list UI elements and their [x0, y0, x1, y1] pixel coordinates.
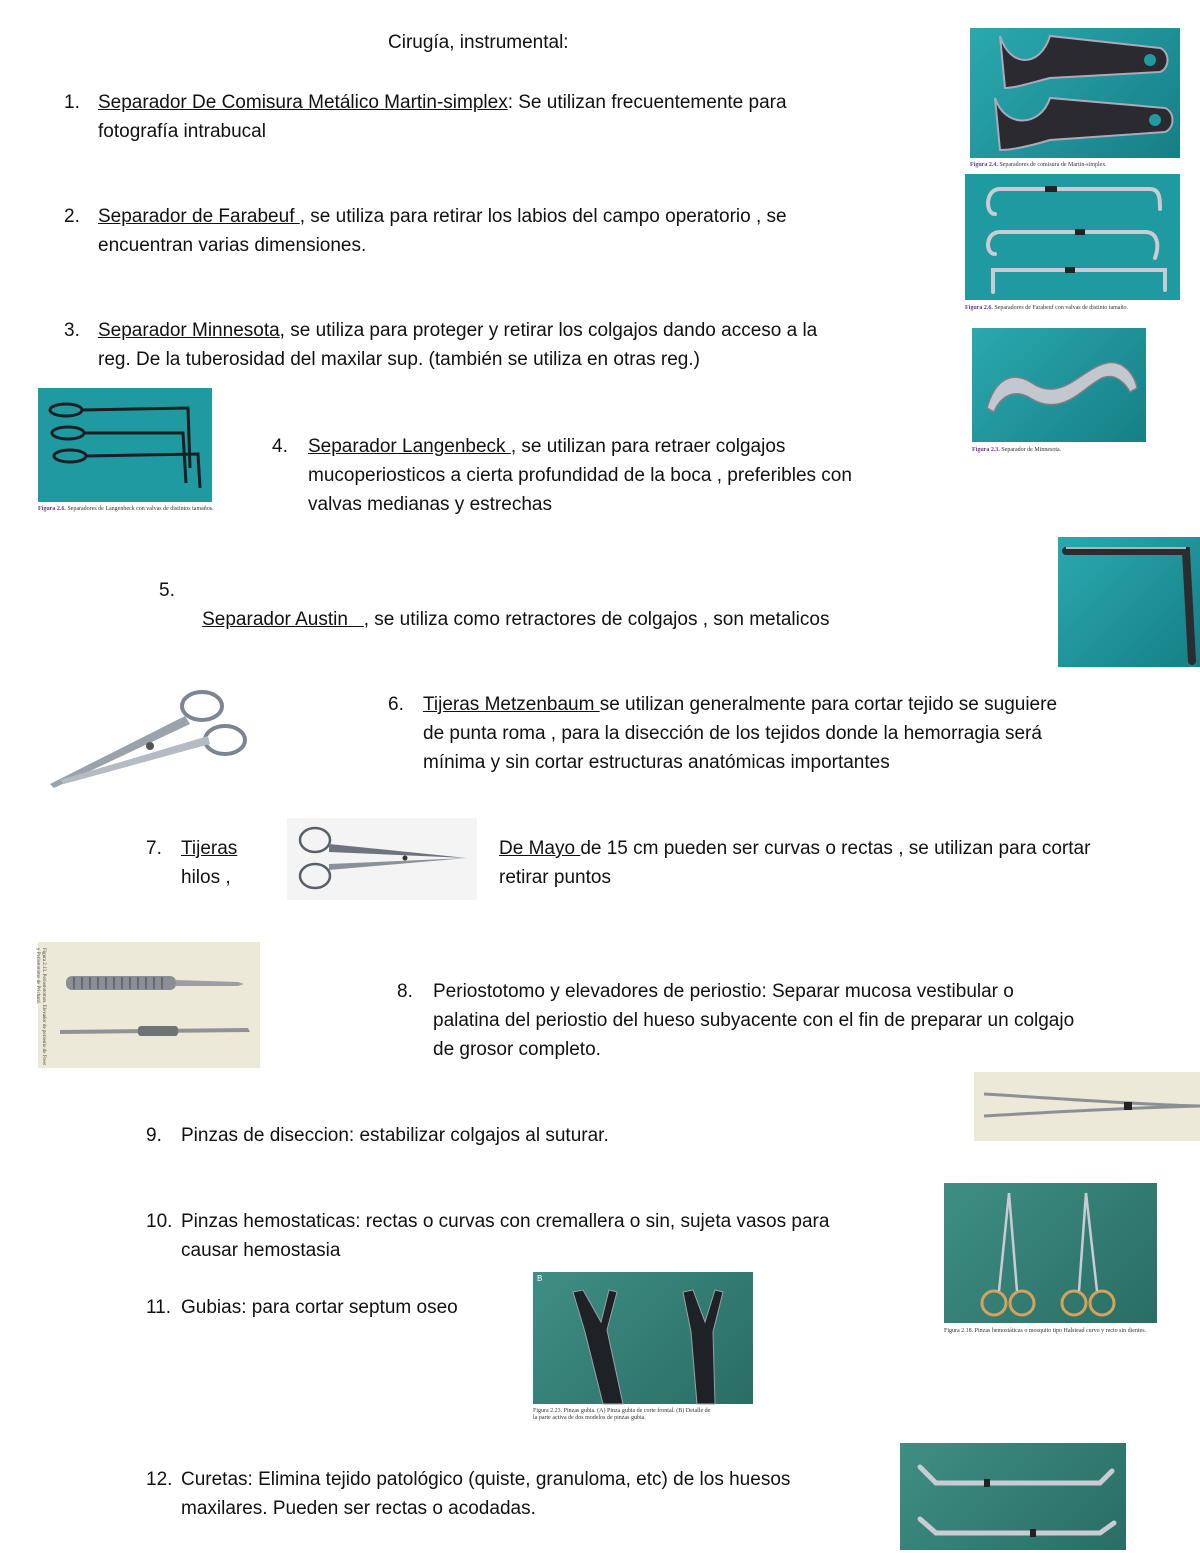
- photo-curetas: [900, 1443, 1126, 1550]
- photo-farabeuf-retractor: [965, 174, 1180, 300]
- photo-periostotomo: [35, 942, 260, 1068]
- item-text: : Se utilizan frecuentemente para: [507, 92, 787, 113]
- instrument-name: Separador de Farabeuf: [98, 206, 300, 227]
- page-title: Cirugía, instrumental:: [388, 32, 569, 53]
- caption-comisura: Figura 2.4. Separadores de comisura de Martin-simplex.: [970, 162, 1107, 168]
- photo-dissection-forceps: [974, 1072, 1200, 1141]
- item-number: 6.: [388, 694, 404, 715]
- item-number: 4.: [272, 436, 288, 457]
- item-number: 12.: [146, 1469, 173, 1490]
- photo-metzenbaum-scissors: [40, 684, 252, 794]
- item-text-line2: reg. De la tuberosidad del maxilar sup. (también se utiliza en otras reg.): [98, 349, 700, 370]
- item-text-line2: hilos ,: [181, 867, 231, 888]
- item-number: 11.: [146, 1297, 172, 1318]
- item-7: [146, 834, 296, 892]
- item-5: [159, 576, 939, 663]
- item-number: 9.: [146, 1125, 162, 1146]
- photo-austin-retractor: [1058, 537, 1200, 667]
- item-text: Pinzas de diseccion: estabilizar colgajos al suturar.: [181, 1125, 609, 1146]
- item-text: se utilizan generalmente para cortar tejido se suguiere: [599, 694, 1058, 715]
- item-text-line3: valvas medianas y estrechas: [308, 494, 552, 515]
- instrument-name: Separador Austin: [202, 609, 364, 630]
- item-text-line2: causar hemostasia: [181, 1240, 341, 1261]
- instrument-name: Tijeras: [181, 838, 238, 859]
- item-text: de 15 cm pueden ser curvas o rectas , se utilizan para cortar: [580, 838, 1091, 859]
- item-11: [146, 1293, 526, 1322]
- item-10: [146, 1207, 926, 1265]
- photo-minnesota-retractor: [972, 328, 1146, 442]
- instrument-name: De Mayo: [499, 838, 581, 859]
- item-text-line2: palatina del periostio del hueso subyacente con el fin de preparar un colgajo: [433, 1010, 1075, 1031]
- item-text-line2: maxilares. Pueden ser rectas o acodadas.: [181, 1498, 536, 1519]
- photo-langenbeck-retractor: [38, 388, 212, 502]
- instrument-name: Tijeras Metzenbaum: [423, 694, 600, 715]
- item-number: 10.: [146, 1211, 173, 1232]
- item-text: Periostotomo y elevadores de periostio: Separar mucosa vestibular o: [433, 981, 1014, 1002]
- item-text-line2: de punta roma , para la disección de los tejidos donde la hemorragia será: [423, 723, 1042, 744]
- item-number: 5.: [159, 580, 175, 601]
- photo-gubias: [533, 1272, 753, 1404]
- caption-langenbeck: Figura 2.6. Separadores de Langenbeck con valvas de distintos tamaños.: [38, 506, 214, 512]
- caption-minnesota: Figura 2.3. Separador de Minnesota.: [972, 447, 1062, 453]
- item-2: [64, 202, 924, 260]
- instrument-name: Separador Minnesota: [98, 320, 280, 341]
- item-text: , se utilizan para retraer colgajos: [510, 436, 786, 457]
- item-text: Pinzas hemostaticas: rectas o curvas con cremallera o sin, sujeta vasos para: [181, 1211, 830, 1232]
- caption-gubias: Figura 2.23. Pinzas gubia. (A) Pinza gubia de corte frontal. (B) Detalle de la parte activa de dos modelos de pinzas gubia.: [533, 1408, 711, 1421]
- item-8: [397, 977, 1187, 1064]
- item-12: [146, 1465, 906, 1523]
- item-number: 2.: [64, 206, 80, 227]
- item-7-continued: [499, 834, 1179, 892]
- item-number: 1.: [64, 92, 80, 113]
- caption-farabeuf: Figura 2.6. Separadores de Farabeuf con valvas de distinto tamaño.: [965, 305, 1128, 311]
- item-text: Gubias: para cortar septum oseo: [181, 1297, 458, 1318]
- item-number: 7.: [146, 838, 162, 859]
- figure-label: B: [537, 1274, 543, 1283]
- item-6: [388, 690, 1168, 777]
- item-text: Curetas: Elimina tejido patológico (quiste, granuloma, etc) de los huesos: [181, 1469, 791, 1490]
- item-text-line3: de grosor completo.: [433, 1039, 601, 1060]
- item-text-line3: mínima y sin cortar estructuras anatómicas importantes: [423, 752, 890, 773]
- item-number: 3.: [64, 320, 80, 341]
- item-number: 8.: [397, 981, 413, 1002]
- photo-comisura-retractor: [970, 28, 1180, 158]
- item-text: , se utiliza como retractores de colgajos , son metalicos: [363, 609, 830, 630]
- item-text: , se utiliza para proteger y retirar los colgajos dando acceso a la: [279, 320, 818, 341]
- item-text-line2: retirar puntos: [499, 867, 611, 888]
- item-1: [64, 88, 924, 146]
- caption-hemostaticas: Figura 2.18. Pinzas hemostáticas o mosquito tipo Halstead curvo y recto sin dientes.: [944, 1328, 1147, 1334]
- item-text: , se utiliza para retirar los labios del campo operatorio , se: [299, 206, 787, 227]
- item-text-line2: mucoperiosticos a cierta profundidad de la boca , preferibles con: [308, 465, 852, 486]
- item-9: [146, 1121, 846, 1150]
- item-3: [64, 316, 944, 374]
- caption-periostotomo: Figura 2.13. Periostotomos. Elevador de periostio de Freer y Periostotomo de Prichard.: [35, 948, 46, 1066]
- instrument-name: Separador De Comisura Metálico Martin-simplex: [98, 92, 508, 113]
- item-text-line2: encuentran varias dimensiones.: [98, 235, 367, 256]
- item-4: [272, 432, 952, 519]
- photo-mayo-scissors: [287, 818, 477, 900]
- photo-hemostatic-forceps: [944, 1183, 1157, 1323]
- item-text-line2: fotografía intrabucal: [98, 121, 266, 142]
- instrument-name: Separador Langenbeck: [308, 436, 511, 457]
